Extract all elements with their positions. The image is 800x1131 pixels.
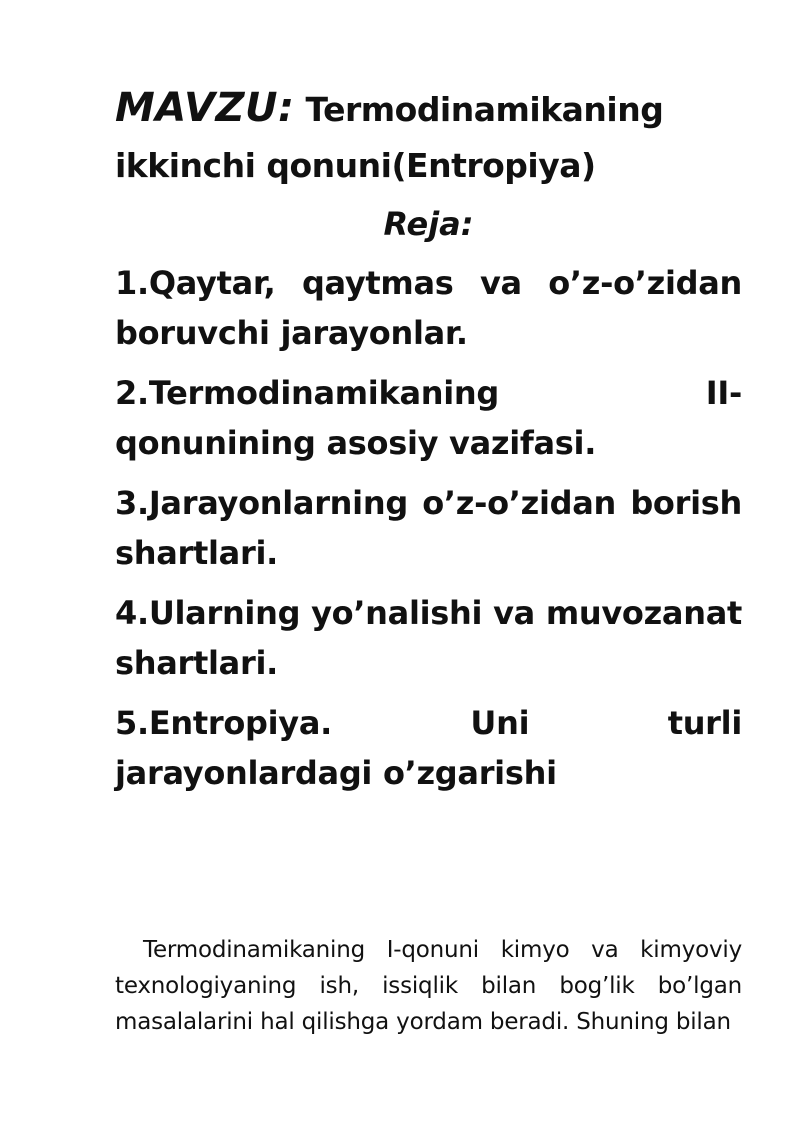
body-paragraph: Termodinamikaning I-qonuni kimyo va kimyoviy texnologiyaning ish, issiqlik bilan bog’lik bo’lgan masalalarini hal qilishga yordam beradi. Shuning bilan	[115, 937, 742, 1035]
plan-item-2: 2.Termodinamikaning II-qonunining asosiy vazifasi.	[115, 374, 742, 462]
document-page	[115, 80, 742, 808]
plan-item-3: 3.Jarayonlarning o’z-o’zidan borish shartlari.	[115, 484, 742, 572]
plan-item-5: 5.Entropiya. Uni turli jarayonlardagi o’zgarishi	[115, 704, 742, 792]
plan-item-4: 4.Ularning yo’nalishi va muvozanat shartlari.	[115, 594, 742, 682]
plan-list	[115, 258, 742, 798]
title-text: Termodinamikaning ikkinchi qonuni(Entropiya)	[115, 90, 664, 185]
plan-item-1: 1.Qaytar, qaytmas va o’z-o’zidan boruvchi jarayonlar.	[115, 264, 742, 352]
title-lead: MAVZU:	[115, 85, 295, 131]
document-title	[115, 80, 742, 194]
plan-heading: Reja:	[383, 205, 474, 243]
